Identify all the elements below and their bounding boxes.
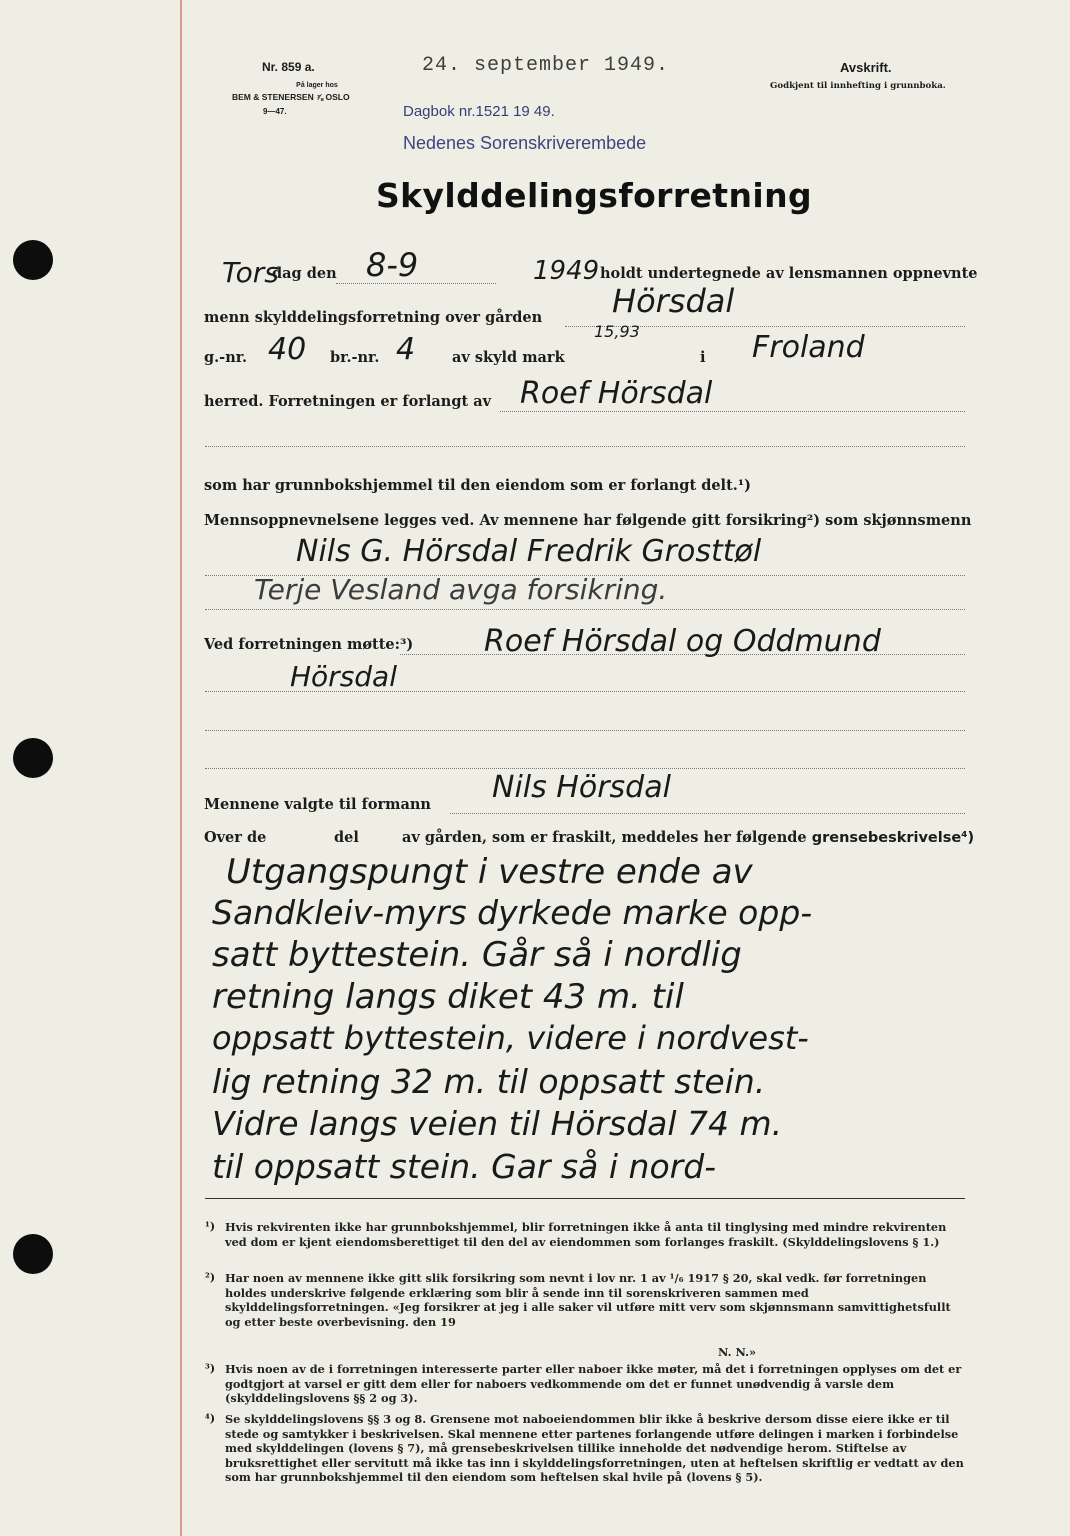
blank-line-2 [205, 730, 965, 731]
grunnbok-text: som har grunnbokshjemmel til den eiendom som er forlangt delt.¹) [204, 477, 752, 494]
i-label: i [700, 349, 706, 366]
requester-handwritten: Roef Hörsdal [520, 376, 713, 411]
description-line: til oppsatt stein. Gar så i nord- [212, 1147, 717, 1186]
description-line: lig retning 32 m. til oppsatt stein. [212, 1062, 766, 1101]
punch-hole-middle [13, 738, 53, 778]
description-line: oppsatt byttestein, videre i nordvest- [212, 1019, 809, 1057]
description-line: Sandkleiv-myrs dyrkede marke opp- [212, 893, 813, 932]
form-number: Nr. 859 a. [262, 60, 315, 74]
blank-line [205, 446, 965, 447]
publisher-line2: BEM & STENERSEN ⅞ OSLO [232, 92, 350, 102]
formann-handwritten: Nils Hörsdal [492, 770, 671, 805]
office-stamp: Nedenes Sorenskriverembede [403, 133, 647, 153]
grense-text [402, 829, 974, 846]
weekday-handwritten: Tors [222, 256, 279, 289]
footnote-text: Se skylddelingslovens §§ 3 og 8. Grensene mot naboeiendommen blir ikke å beskrive dersom disse eiere ikke er til stede og samtykker i beskrivelsen. Skal mennene etter partenes forlangende utføre delingen i marken i forbindelse med skylddelingen (lovens § 7), må grensebeskrivelsen tillike inneholde det nødvendige herom. Stiftelse av bruksrettighet eller servitutt må ikke tas inn i skylddelingsforretningen, uten at heftelsen skriftlig er vedtatt av den som har grunnbokshjemmel til den eiendom som heftelsen skal hvile på (lovens § 5). [225, 1412, 964, 1485]
motte-handwritten-2: Hörsdal [290, 660, 397, 693]
year-handwritten: 1949 [533, 256, 600, 286]
avskrift-label: Avskrift. [840, 60, 892, 75]
mennsopp-text: Mennsoppnevnelsene legges ved. Av mennene har følgende gitt forsikring²) som skjønnsmenn [204, 512, 972, 529]
gnr-label: g.-nr. [204, 349, 248, 366]
formann-label: Mennene valgte til formann [204, 796, 431, 813]
brnr-label: br.-nr. [330, 349, 380, 366]
footnote-number: ³) [205, 1362, 216, 1375]
punch-hole-top [13, 240, 53, 280]
description-line: Vidre langs veien til Hörsdal 74 m. [212, 1104, 783, 1143]
description-line: retning langs diket 43 m. til [212, 977, 684, 1017]
footnote-number: ²) [205, 1271, 216, 1284]
grense-text-bold: grensebeskrivelse⁴) [811, 830, 975, 846]
dagbok-stamp: Dagbok nr.1521 19 49. [403, 103, 555, 120]
gnr-handwritten: 40 [268, 332, 307, 367]
kommune-handwritten: Froland [752, 330, 865, 365]
document-title: Skylddelingsforretning [376, 176, 812, 215]
men-line-2 [205, 609, 965, 610]
requester-line [500, 411, 965, 412]
formann-line [450, 813, 965, 814]
footnote-number: ⁴) [205, 1412, 216, 1425]
herred-text: herred. Forretningen er forlangt av [204, 393, 492, 410]
farm-handwritten: Hörsdal [612, 282, 735, 320]
footnote-text: N. N.» [718, 1345, 757, 1359]
footnote-separator [205, 1198, 965, 1199]
punch-hole-bottom [13, 1234, 53, 1274]
holdt-text: holdt undertegnede av lensmannen oppnevnte [600, 265, 978, 282]
men-handwritten-1: Nils G. Hörsdal Fredrik Grosttøl [296, 534, 762, 569]
skyld-handwritten: 15,93 [594, 322, 640, 341]
motte-handwritten-1: Roef Hörsdal og Oddmund [484, 624, 881, 659]
motte-label: Ved forretningen møtte:³) [204, 636, 414, 653]
description-line: Utgangspungt i vestre ende av [226, 852, 753, 892]
publisher-line3: 9—47. [263, 107, 287, 116]
footnote-text: Hvis rekvirenten ikke har grunnbokshjemmel, blir forretningen ikke å anta til tinglysing med mindre rekvirenten ved dom er kjent eiendomsberettiget til den del av eiendommen som forlanges fraskilt. (Skylddelingslovens § 1.) [225, 1220, 947, 1249]
publisher-line1: På lager hos [296, 82, 338, 89]
footnote-text: Har noen av mennene ikke gitt slik forsikring som nevnt i lov nr. 1 av ¹/₆ 1917 § 20, skal vedk. før forretningen holdes underskrive følgende erklæring som blir å sende inn til sorenskriveren sammen med skylddelingsforretningen. «Jeg forsikrer at jeg i alle saker vil utføre mitt verv som skjønnsmann samvittighetsfullt og etter beste overbevisning. den 19 [225, 1271, 951, 1329]
dag-den-label: dag den [272, 265, 337, 282]
blank-line-3 [205, 768, 965, 769]
menn-text: menn skylddelingsforretning over gården [204, 309, 543, 326]
del-label: del [334, 829, 359, 846]
footnote-number: ¹) [205, 1220, 216, 1233]
over-de-label: Over de [204, 829, 267, 846]
grense-text-plain: av gården, som er fraskilt, meddeles her følgende [402, 829, 807, 846]
brnr-handwritten: 4 [396, 332, 416, 367]
men-handwritten-2: Terje Vesland avga forsikring. [254, 573, 668, 606]
date-stamp: 24. september 1949. [422, 54, 670, 77]
godkjent-label: Godkjent til innhefting i grunnboka. [770, 81, 946, 91]
skyld-label: av skyld mark [452, 349, 565, 366]
date-handwritten: 8-9 [366, 246, 419, 284]
footnote-text: Hvis noen av de i forretningen interesserte parter eller naboer ikke møter, må det i forretningen opplyses om det er godtgjort at varsel er gitt dem eller for naboers vedkommende om det er funnet unødvendig å varsle dem (skylddelingslovens §§ 2 og 3). [225, 1362, 962, 1406]
margin-line [180, 0, 182, 1536]
description-line: satt byttestein. Går så i nordlig [212, 935, 742, 975]
